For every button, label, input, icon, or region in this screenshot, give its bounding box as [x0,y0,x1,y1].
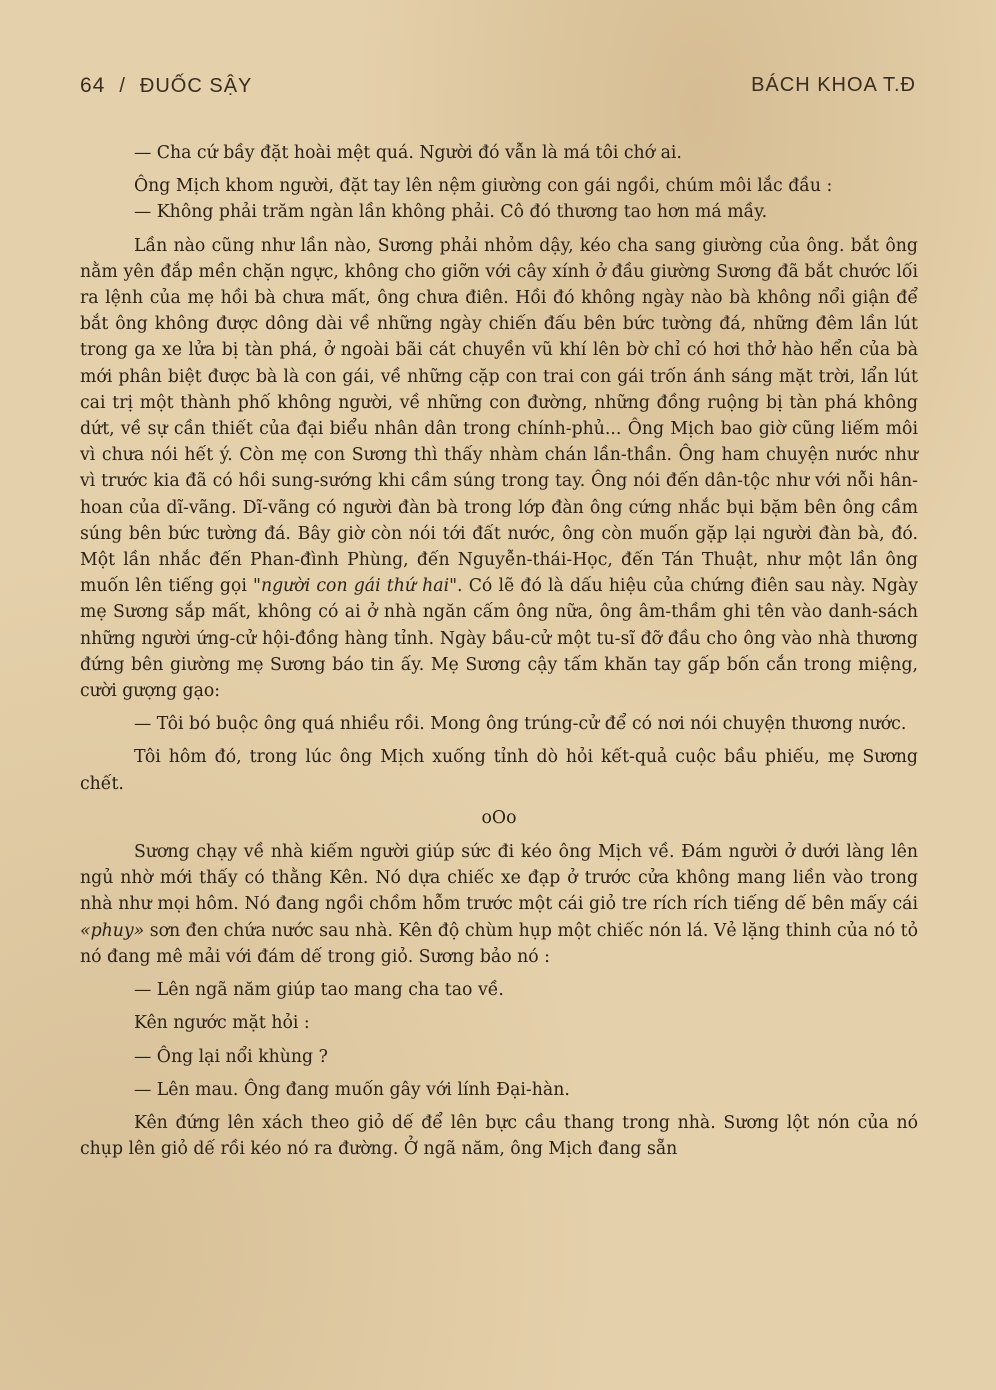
section-divider: oOo [481,807,517,828]
paragraph-7-text: Sương chạy về nhà kiếm người giúp sức đi kéo ông Mịch về. Đám người ở dưới làng lên ngủ nhờ mới thấy có thằng Kên. Nó dựa chiếc xe đạp ở trước cửa không mang liền vào trong nhà như mọi hôm. Nó đang ngồi chồm hỗm trước một cái giỏ tre rích rích tiếng dế bên mấy cái [80,842,918,915]
running-header [80,74,916,104]
paragraph-6: Tôi hôm đó, trong lúc ông Mịch xuống tỉnh dò hỏi kết-quả cuộc bầu phiếu, mẹ Sương chết. [80,747,918,794]
magazine-title: BÁCH KHOA T.Đ [751,74,916,96]
paragraph-4 [80,233,918,705]
paragraph-4-text: Lần nào cũng như lần nào, Sương phải nhỏm dậy, kéo cha sang giường của ông. bắt ông nằm yên đắp mền chặn ngực, không cho giỡn với cây xính ở đầu giường Sương đã bắt chước lối ra lệnh của mẹ hồi bà chưa mất, ông chưa điên. Hồi đó không ngày nào bà không nổi giận để bắt ông không được dông dài về những ngày chiến đấu bên bức tường đá, những đêm lần lút trong ga xe lửa bị tàn phá, ở ngoài bãi cát chuyền vũ khí lên bờ chỉ có hơi thở hào hển của bà mới phân biệt được bà là con gái, về những cặp con trai con gái trốn ánh sáng mặt trời, lẩn lút cai trị một thành phố không người, về những con đường, những đồng ruộng bị tàn phá không dứt, về sự cần thiết của đại biểu nhân dân trong chính-phủ... Ông Mịch bao giờ cũng liếm môi vì chưa nói hết ý. Còn mẹ con Sương thì thấy nhàm chán lần-thần. Ông ham chuyện nước như vì trước kia đã có hồi sung-sướng khi cầm súng trong tay. Ông nói đến dân-tộc như với nỗi hân-hoan của dĩ-vãng. Dĩ-vãng có người đàn bà trong lớp đàn ông cứng nhắc bụi bặm bên ông cầm súng bên bức tường đá. Bây giờ còn nói tới đất nước, ông còn muốn gặp lại người đàn bà, đó. Một lần nhắc đến Phan-đình Phùng, đến Nguyễn-thái-Học, đến Tán Thuật, như một lần ông muốn lên tiếng gọi [80,235,918,597]
paragraph-8: — Lên ngã năm giúp tao mang cha tao về. [134,980,504,1001]
paragraph-2: Ông Mịch khom người, đặt tay lên nệm giường con gái ngồi, chúm môi lắc đầu : [134,176,833,197]
paragraph-7-tail: sơn đen chứa nước sau nhà. Kên độ chùm hụp một chiếc nón lá. Vẻ lặng thinh của nó tỏ nó đang mê mải với đám dế trong giỏ. Sương bảo nó : [80,920,918,967]
article-body [80,140,918,1169]
paragraph-11: — Lên mau. Ông đang muốn gây với lính Đại-hàn. [134,1079,570,1100]
page-number: 64 [80,74,106,97]
paragraph-10: — Ông lại nổi khùng ? [134,1046,328,1067]
paragraph-5: — Tôi bó buộc ông quá nhiều rồi. Mong ông trúng-cử để có nơi nói chuyện thương nước. [134,714,907,735]
header-left [80,74,252,98]
story-title: ĐUỐC SẬY [139,75,253,97]
paragraph-4-tail: . Có lẽ đó là dấu hiệu của chứng điên sau này. Ngày mẹ Sương sắp mất, không có ai ở nhà ngăn cấm ông nữa, ông âm-thầm ghi tên vào danh-sách những người ứng-cử hội-đồng hàng tỉnh. Ngày bầu-cử một tu-sĩ đỡ đầu cho ông vào nhà thương đứng bên giường mẹ Sương báo tin ấy. Mẹ Sương cậy tấm khăn tay gấp bốn cắn trong miệng, cười gượng gạo: [80,576,918,702]
paragraph-3: — Không phải trăm ngàn lần không phải. Cô đó thương tao hơn má mầy. [134,202,768,223]
paragraph-12: Kên đứng lên xách theo giỏ dế để lên bực cầu thang trong nhà. Sương lột nón của nó chụp lên giỏ dế rồi kéo nó ra đường. Ở ngã năm, ông Mịch đang sẵn [80,1112,918,1160]
paragraph-1: — Cha cứ bầy đặt hoài mệt quá. Người đó vẫn là má tôi chớ ai. [134,143,682,163]
header-separator: / [119,75,126,97]
paragraph-9: Kên ngước mặt hỏi : [134,1013,310,1034]
phuy-word: «phuy» [80,920,145,941]
quoted-phrase: "người con gái thứ hai" [253,576,458,597]
paragraph-7 [80,839,918,970]
